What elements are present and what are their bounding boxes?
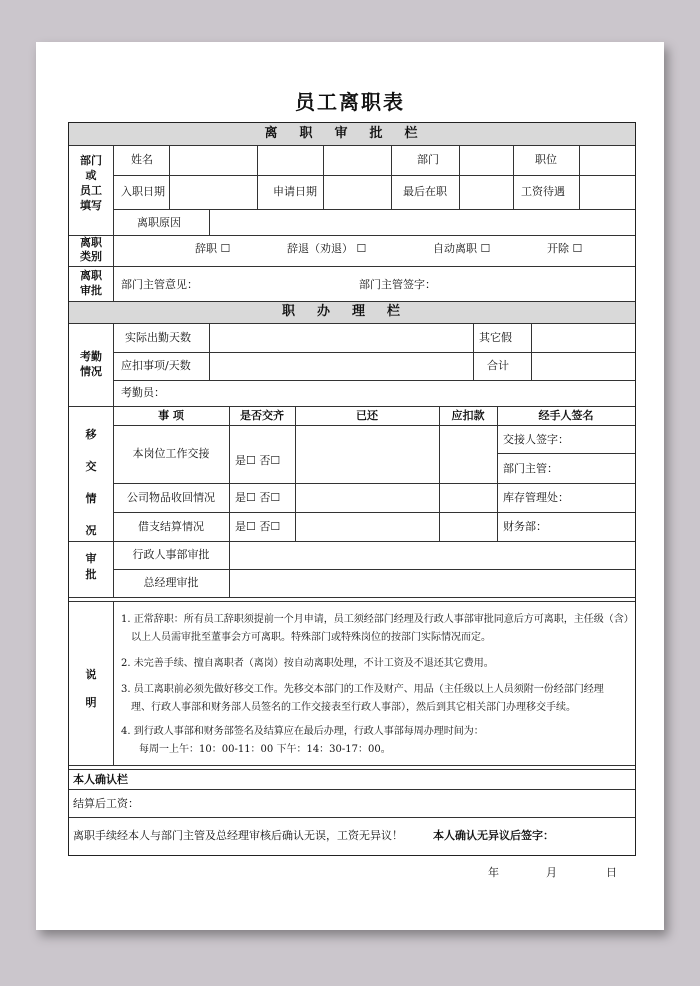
note-line-7: 每周一上午：10：00-11：00 下午：14：30-17：00。 xyxy=(139,744,391,755)
note-line-1: 1. 正常辞职：所有员工辞职须提前一个月申请，员工须经部门经理及行政人事部审批同意后方可离职，主任级（含） xyxy=(121,614,634,625)
hire-date-label: 入职日期 xyxy=(121,185,165,198)
hr-review-label: 行政人事部审批 xyxy=(132,548,210,561)
approve-label: 离职 审批 xyxy=(80,269,102,297)
date-month: 月 xyxy=(546,866,557,879)
type-resign[interactable]: 辞职 ☐ xyxy=(195,242,231,255)
resignation-form xyxy=(68,122,636,856)
last-day-label: 最后在职 xyxy=(403,185,447,198)
col-returned: 已还 xyxy=(356,409,378,422)
salary-label: 工资待遇 xyxy=(521,185,565,198)
col-done: 是否交齐 xyxy=(240,409,284,422)
confirm-header: 本人确认栏 xyxy=(73,773,128,786)
transfer-label: 移 交 情 况 xyxy=(85,428,97,537)
date-year: 年 xyxy=(488,866,499,879)
dept-fill-label: 部门 或 员工 填写 xyxy=(80,154,102,212)
page-title: 员工离职表 xyxy=(295,90,405,114)
check-property-return[interactable]: 是☐ 否☐ xyxy=(235,491,281,504)
row-loan-settlement: 借支结算情况 xyxy=(138,520,204,533)
other-leave-label: 其它假 xyxy=(479,331,512,344)
check-work-handover[interactable]: 是☐ 否☐ xyxy=(235,454,281,467)
manager-opinion-label: 部门主管意见： xyxy=(121,278,198,291)
attendance-label: 考勤 情况 xyxy=(80,350,102,378)
check-loan-settlement[interactable]: 是☐ 否☐ xyxy=(235,520,281,533)
note-line-5: 理、行政人事部和财务部人员签名的工作交接表至行政人事部），然后到其它相关部门办理移交手续。 xyxy=(131,702,576,713)
col-handler: 经手人签名 xyxy=(538,409,594,422)
confirm-statement: 离职手续经本人与部门主管及总经理审核后确认无误，工资无异议！ xyxy=(73,829,403,842)
manager-sign-label: 部门主管签字： xyxy=(359,278,436,291)
attendance-clerk-label: 考勤员： xyxy=(121,386,165,399)
reason-label: 离职原因 xyxy=(137,216,181,229)
note-line-6: 4. 到行政人事部和财务部签名及结算应在最后办理，行政人事部每周办理时间为： xyxy=(121,726,484,737)
col-item: 事 项 xyxy=(158,409,184,422)
row-property-return: 公司物品收回情况 xyxy=(127,491,215,504)
type-expel[interactable]: 开除 ☐ xyxy=(547,242,583,255)
date-day: 日 xyxy=(606,866,617,879)
row-work-handover: 本岗位工作交接 xyxy=(132,447,210,460)
position-label: 职位 xyxy=(535,153,557,166)
inventory-sign-label: 库存管理处： xyxy=(503,491,569,504)
form-sheet xyxy=(36,42,664,930)
col-deduct: 应扣款 xyxy=(451,409,485,422)
actual-days-label: 实际出勤天数 xyxy=(125,331,191,344)
note-line-4: 3. 员工离职前必须先做好移交工作。先移交本部门的工作及财产、用品（主任级以上人员须附一份经部门经理 xyxy=(121,684,604,695)
department-label: 部门 xyxy=(417,153,439,166)
process-section-header: 职办理栏 xyxy=(281,304,422,319)
name-label: 姓名 xyxy=(131,153,153,166)
type-auto-leave[interactable]: 自动离职 ☐ xyxy=(433,242,491,255)
approval-section-header: 离职审批栏 xyxy=(264,126,440,141)
confirm-sign-label: 本人确认无异议后签字： xyxy=(433,829,554,842)
note-line-3: 2. 未完善手续、擅自离职者（离岗）按自动离职处理，不计工资及不退还其它费用。 xyxy=(121,658,494,669)
gm-review-label: 总经理审批 xyxy=(143,576,199,589)
deduction-label: 应扣事项/天数 xyxy=(121,359,191,372)
handover-sign-label: 交接人签字： xyxy=(503,433,569,446)
note-line-2: 以上人员需审批至董事会方可离职。特殊部门或特殊岗位的按部门实际情况而定。 xyxy=(131,632,491,643)
total-label: 合计 xyxy=(487,359,509,372)
review-label: 审 批 xyxy=(85,552,97,581)
apply-date-label: 申请日期 xyxy=(273,185,317,198)
type-dismiss[interactable]: 辞退（劝退） ☐ xyxy=(287,242,367,255)
notes-label: 说 明 xyxy=(85,668,97,709)
dept-manager-sign-label: 部门主管： xyxy=(503,462,558,475)
salary-after-label: 结算后工资： xyxy=(73,797,139,810)
type-label: 离职 类别 xyxy=(80,236,102,263)
finance-sign-label: 财务部： xyxy=(503,520,547,533)
